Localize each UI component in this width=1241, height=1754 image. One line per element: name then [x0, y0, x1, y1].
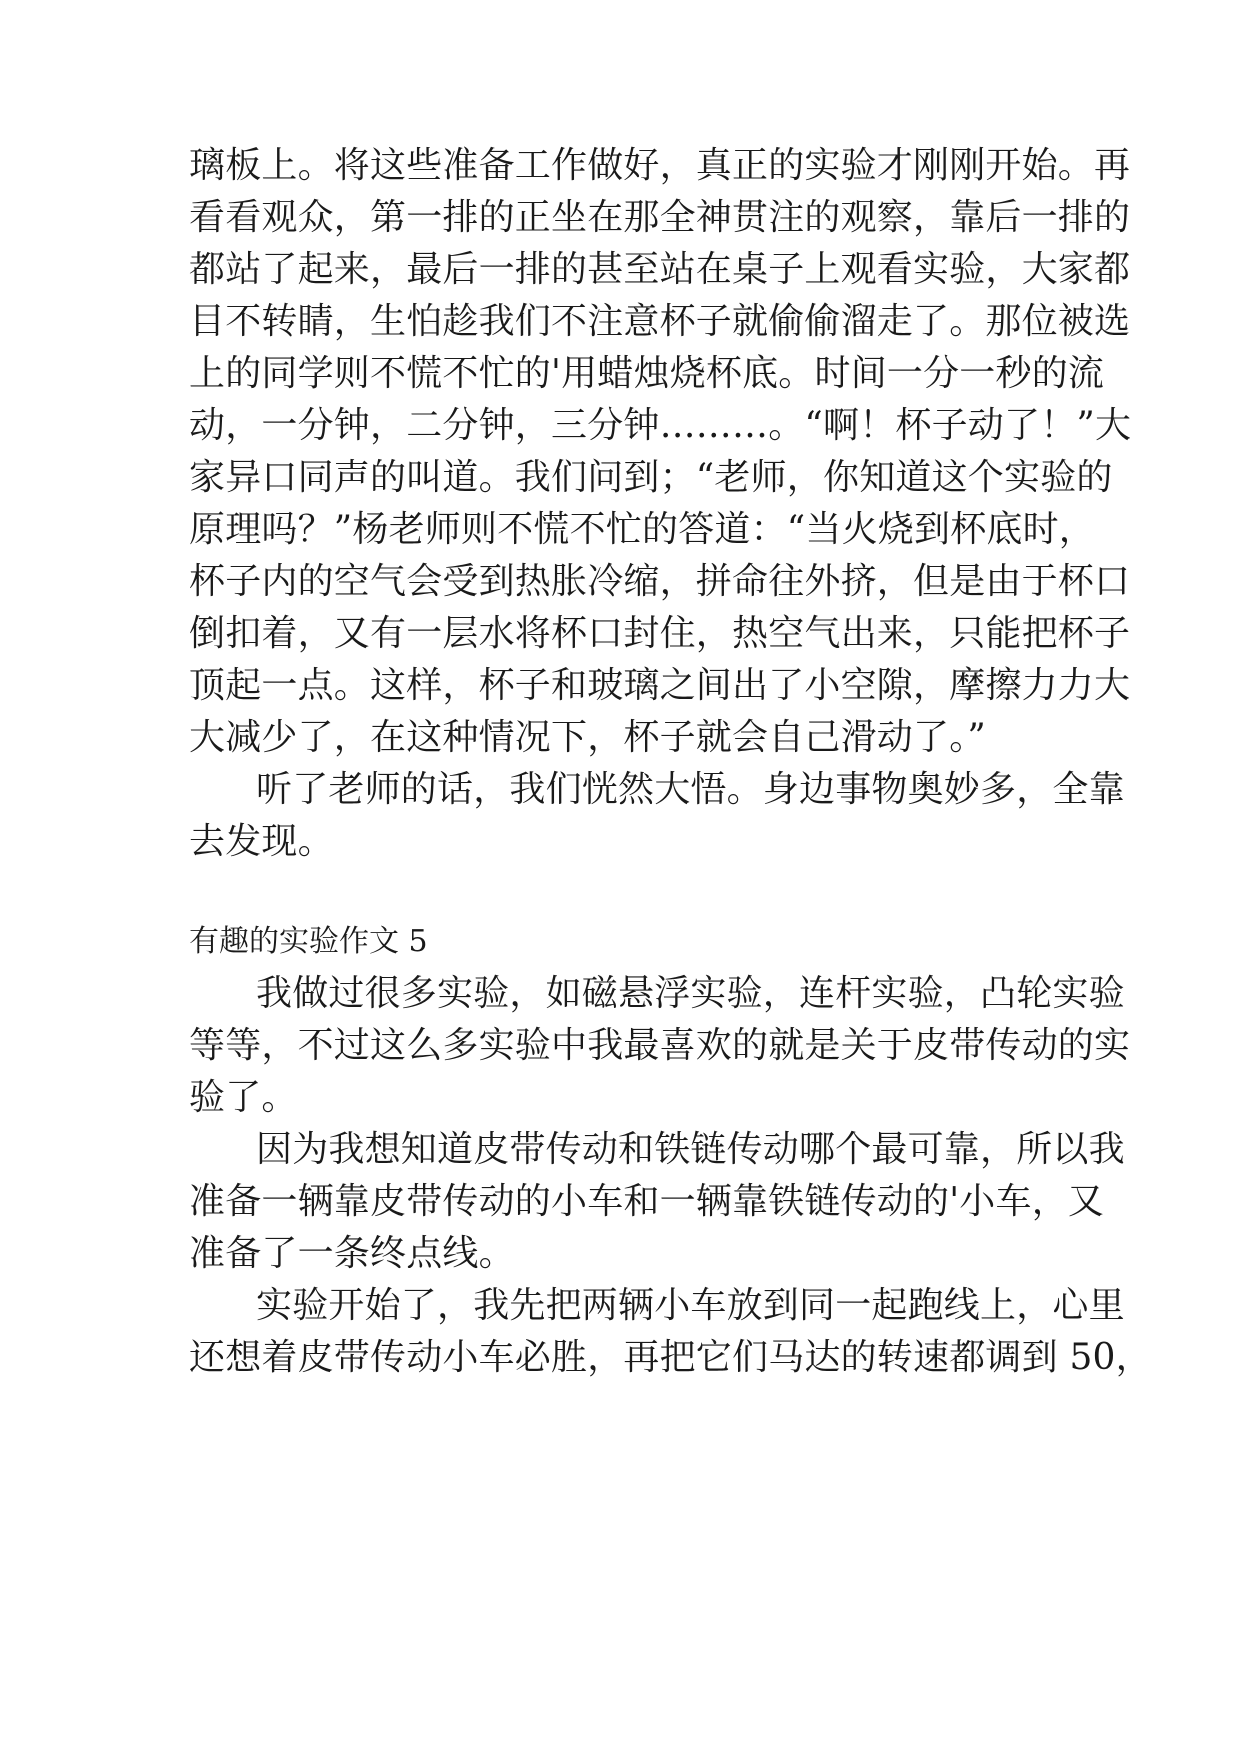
- paragraph-line: 等等，不过这么多实验中我最喜欢的就是关于皮带传动的实: [189, 1025, 1131, 1066]
- paragraph-line: 原理吗？”杨老师则不慌不忙的答道：“当火烧到杯底时，: [189, 509, 1096, 550]
- paragraph-line: 准备一辆靠皮带传动的小车和一辆靠铁链传动的'小车，又: [189, 1181, 1105, 1222]
- paragraph-line: 因为我想知道皮带传动和铁链传动哪个最可靠，所以我: [256, 1129, 1125, 1170]
- paragraph-line: 动，一分钟，二分钟，三分钟………。“啊！杯子动了！”大: [189, 405, 1132, 446]
- paragraph-line: 璃板上。将这些准备工作做好，真正的实验才刚刚开始。再: [189, 145, 1131, 186]
- paragraph-line: 去发现。: [189, 821, 334, 862]
- paragraph-line: 家异口同声的叫道。我们问到；“老师，你知道这个实验的: [189, 457, 1113, 498]
- paragraph-line: 大减少了，在这种情况下，杯子就会自己滑动了。”: [189, 717, 987, 758]
- paragraph-line: 看看观众，第一排的正坐在那全神贯注的观察，靠后一排的: [189, 197, 1131, 238]
- paragraph-line: 倒扣着，又有一层水将杯口封住，热空气出来，只能把杯子: [189, 613, 1131, 654]
- paragraph-line: 目不转睛，生怕趁我们不注意杯子就偷偷溜走了。那位被选: [189, 301, 1131, 342]
- paragraph-line: 顶起一点。这样，杯子和玻璃之间出了小空隙，摩擦力力大: [189, 665, 1131, 706]
- paragraph-line: 都站了起来，最后一排的甚至站在桌子上观看实验，大家都: [189, 249, 1131, 290]
- section-title: 有趣的实验作文 5: [189, 924, 428, 959]
- paragraph-line: 听了老师的话，我们恍然大悟。身边事物奥妙多，全靠: [256, 769, 1125, 810]
- paragraph-line: 上的同学则不慌不忙的'用蜡烛烧杯底。时间一分一秒的流: [189, 353, 1105, 394]
- paragraph-line: 验了。: [189, 1077, 298, 1118]
- paragraph-line: 我做过很多实验，如磁悬浮实验，连杆实验，凸轮实验: [256, 973, 1125, 1014]
- paragraph-line: 还想着皮带传动小车必胜，再把它们马达的转速都调到 50，: [189, 1337, 1152, 1378]
- paragraph-line: 杯子内的空气会受到热胀冷缩，拼命往外挤，但是由于杯口: [189, 561, 1131, 602]
- paragraph-line: 实验开始了，我先把两辆小车放到同一起跑线上，心里: [256, 1285, 1125, 1326]
- paragraph-line: 准备了一条终点线。: [189, 1233, 515, 1274]
